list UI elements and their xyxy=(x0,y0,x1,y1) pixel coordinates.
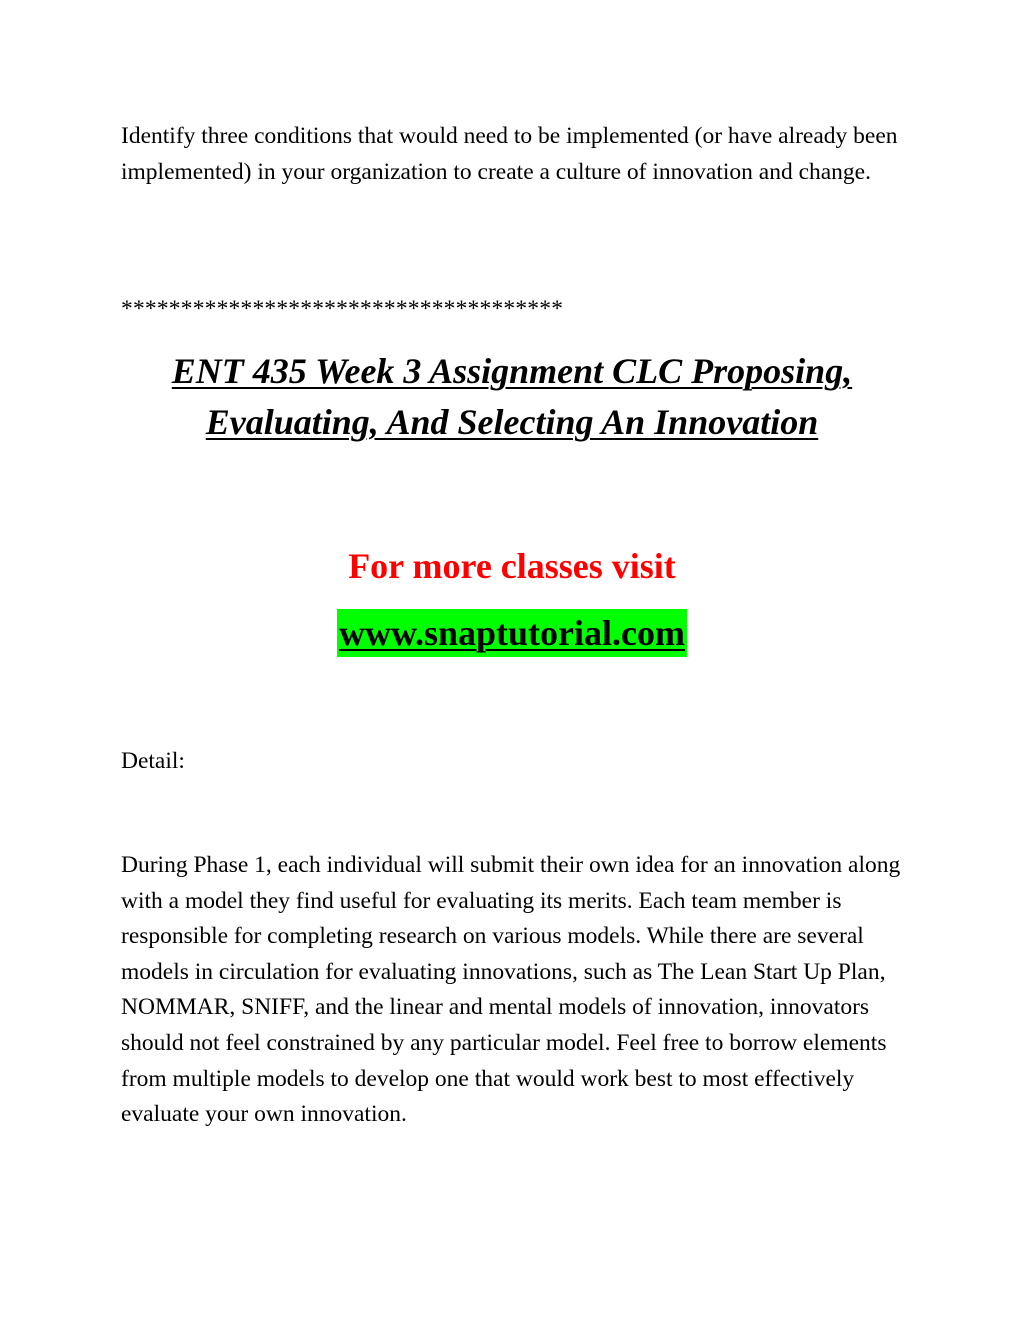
promo-text: For more classes visit xyxy=(348,546,676,586)
detail-paragraph: During Phase 1, each individual will submit their own idea for an innovation along with a model they find useful for evaluating its merits. Each team member is responsible for completing research on various models. While there are several models in circulation for evaluating innovations, such as The Lean Start Up Plan, NOMMAR, SNIFF, and the linear and mental models of innovation, innovators should not feel constrained by any particular model. Feel free to borrow elements from multiple models to develop one that would work best to most effectively evaluate your own innovation. xyxy=(121,852,901,1128)
snaptutorial-link[interactable]: www.snaptutorial.com xyxy=(337,609,687,657)
detail-label: Detail: xyxy=(121,748,185,774)
asterisk-separator: ************************************* xyxy=(121,296,564,322)
assignment-title-line-1: ENT 435 Week 3 Assignment CLC Proposing, xyxy=(171,351,853,391)
assignment-title xyxy=(60,346,964,448)
assignment-title-line-2: Evaluating, And Selecting An Innovation xyxy=(205,402,819,442)
promo-link-container xyxy=(0,609,1024,657)
intro-paragraph: Identify three conditions that would need to be implemented (or have already been implemented) in your organization to create a culture of innovation and change. xyxy=(121,123,898,185)
